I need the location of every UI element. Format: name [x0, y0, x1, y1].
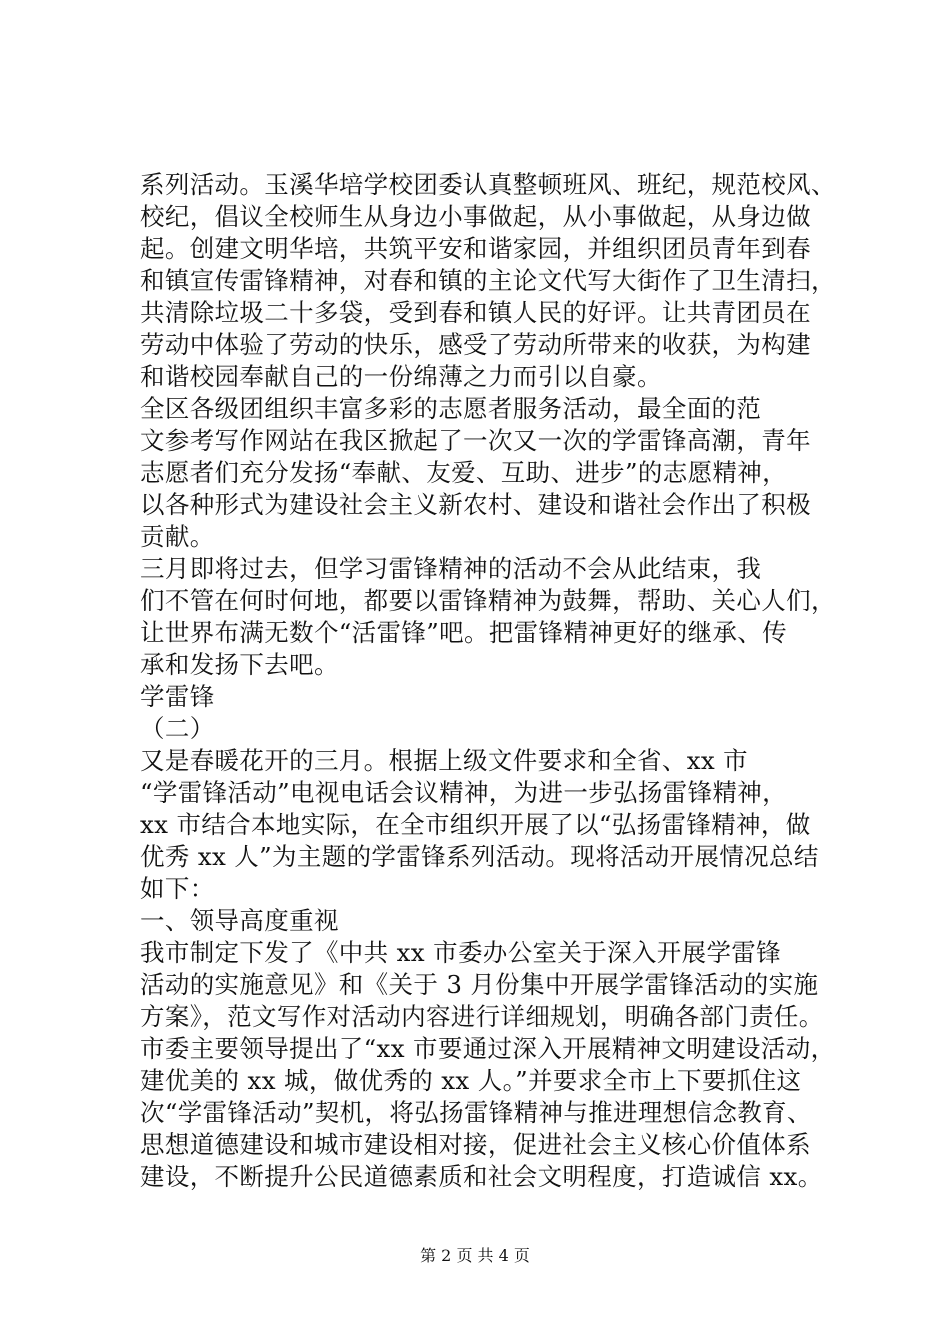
section-number: （二）	[140, 714, 215, 743]
text-line: 次“学雷锋活动”契机，将弘扬雷锋精神与推进理想信念教育、	[140, 1098, 812, 1127]
text-line: 建设，不断提升公民道德素质和社会文明程度，打造诚信 xx。	[140, 1162, 823, 1191]
text-line: 文参考写作网站在我区掀起了一次又一次的学雷锋高潮，青年	[140, 426, 811, 455]
text-line: 贡献。	[140, 522, 215, 551]
text-line: 志愿者们充分发扬“奉献、友爱、互助、进步”的志愿精神，	[140, 458, 787, 487]
text-line: 劳动中体验了劳动的快乐，感受了劳动所带来的收获，为构建	[140, 330, 811, 359]
text-line: xx 市结合本地实际，在全市组织开展了以“弘扬雷锋精神，做	[140, 810, 811, 839]
text-line: 市委主要领导提出了“xx 市要通过深入开展精神文明建设活动，	[140, 1034, 836, 1063]
text-line: 和谐校园奉献自己的一份绵薄之力而引以自豪。	[140, 362, 662, 391]
text-line: 我市制定下发了《中共 xx 市委办公室关于深入开展学雷锋	[140, 938, 782, 967]
page-footer: 第 2 页 共 4 页	[420, 1246, 530, 1265]
text-line: 如下：	[140, 874, 215, 903]
text-line: 共清除垃圾二十多袋，受到春和镇人民的好评。让共青团员在	[140, 298, 811, 327]
text-line: 又是春暖花开的三月。根据上级文件要求和全省、xx 市	[140, 746, 749, 775]
text-line: 建优美的 xx 城，做优秀的 xx 人。”并要求全市上下要抓住这	[140, 1066, 802, 1095]
text-line: 活动的实施意见》和《关于 3 月份集中开展学雷锋活动的实施	[140, 970, 819, 999]
text-line: 以各种形式为建设社会主义新农村、建设和谐社会作出了积极	[140, 490, 811, 519]
text-line: 们不管在何时何地，都要以雷锋精神为鼓舞，帮助、关心人们，	[140, 586, 836, 615]
text-line: “学雷锋活动”电视电话会议精神，为进一步弘扬雷锋精神，	[140, 778, 787, 807]
section-title: 学雷锋	[140, 682, 215, 711]
text-line: 校纪，倡议全校师生从身边小事做起，从小事做起，从身边做	[140, 202, 811, 231]
subheading: 一、领导高度重视	[140, 906, 339, 935]
text-line: 让世界布满无数个“活雷锋”吧。把雷锋精神更好的继承、传	[140, 618, 787, 647]
text-line: 方案》，范文写作对活动内容进行详细规划，明确各部门责任。	[140, 1002, 824, 1031]
text-line: 和镇宣传雷锋精神，对春和镇的主论文代写大街作了卫生清扫，	[140, 266, 836, 295]
text-line: 承和发扬下去吧。	[140, 650, 339, 679]
text-line: 三月即将过去，但学习雷锋精神的活动不会从此结束，我	[140, 554, 762, 583]
text-line: 思想道德建设和城市建设相对接，促进社会主义核心价值体系	[140, 1130, 811, 1159]
text-line: 全区各级团组织丰富多彩的志愿者服务活动，最全面的范	[140, 394, 762, 423]
text-line: 起。创建文明华培，共筑平安和谐家园，并组织团员青年到春	[140, 234, 811, 263]
text-line: 优秀 xx 人”为主题的学雷锋系列活动。现将活动开展情况总结	[140, 842, 819, 871]
text-line: 系列活动。玉溪华培学校团委认真整顿班风、班纪，规范校风、	[140, 170, 836, 199]
